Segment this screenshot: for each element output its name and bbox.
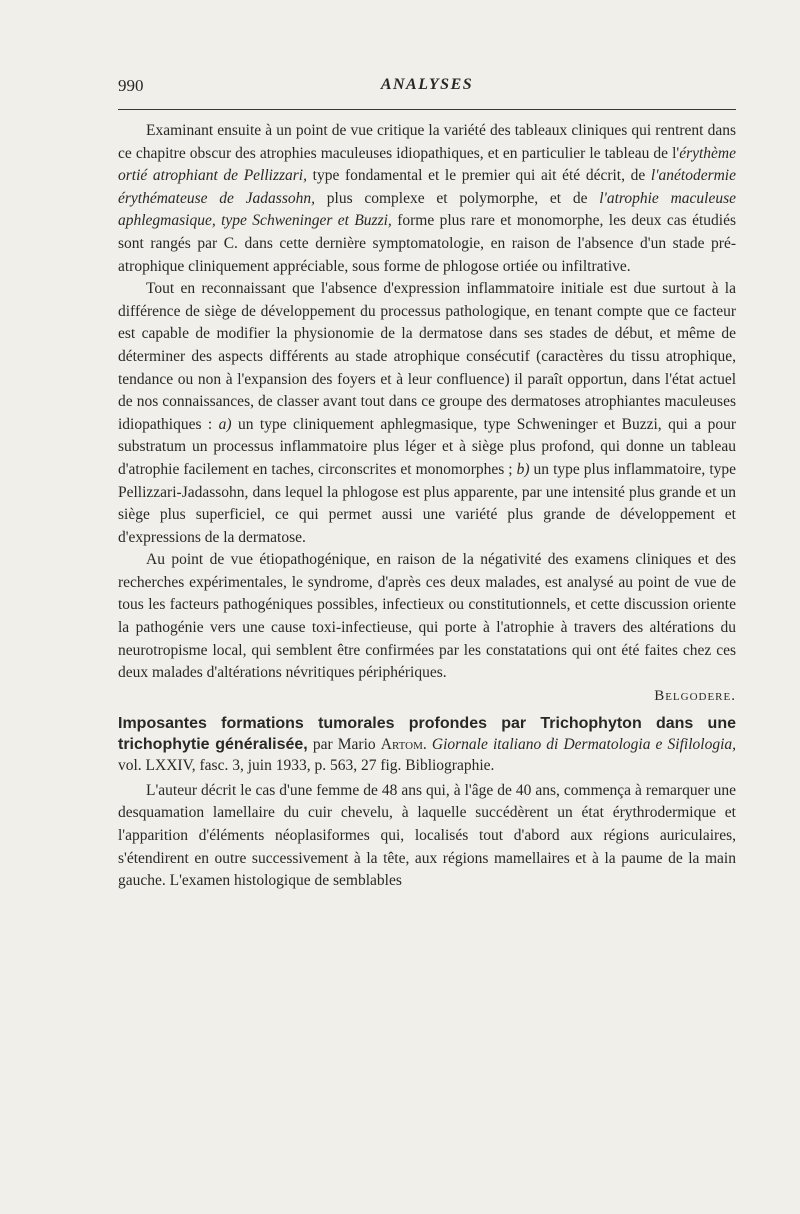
p1-italic-anetodermie: l'anétodermie érythémateuse de Jadassohn, xyxy=(118,167,736,207)
article-title: Imposantes formations tumorales profondes par Trichophyton dans une trichophytie généralisée, xyxy=(118,714,736,753)
running-head: ANALYSES xyxy=(380,76,474,93)
paragraph-2 xyxy=(118,278,736,549)
article-body: L'auteur décrit le cas d'une femme de 48 ans qui, à l'âge de 40 ans, commença à remarquer une desquamation lamellaire du cuir chevelu, à laquelle succédèrent un état érythrodermique et l'apparition d'éléments néoplasiformes qui, localisés tout d'abord aux régions auriculaires, s'étendirent en outre successivement à la tête, aux régions mamellaires et à la paume de la main gauche. L'examen histologique de semblables xyxy=(118,781,736,890)
header-rule xyxy=(118,109,736,110)
p2-text-c: un type cliniquement aphlegmasique, type Schweninger et Buzzi, qui a pour substratum un processus inflammatoire plus léger et à siège plus profond, qui donne un tableau d'atrophie facilement en taches, circonscrites et monomorphes ; xyxy=(118,415,736,478)
text-body xyxy=(118,120,736,893)
paragraph-3: Au point de vue étiopathogénique, en raison de la négativité des examens cliniques et des recherches expérimentales, le syndrome, d'après ces deux malades, est analysé au point de vue de tous les facteurs pathogéniques possibles, infectieux ou constitutionnels, et cette discussion oriente la pathogénie vers une cause toxi-infectieuse, qui porte à l'atrophie à travers des altérations du neurotropisme local, qui semblent être confirmées par les constatations qui ont été faites chez ces deux malades d'altérations névritiques périphériques. xyxy=(118,551,736,682)
article-dot: . xyxy=(422,735,432,753)
article-reference: vol. LXXIV, fasc. 3, juin 1933, p. 563, 27 fig. Bibliographie. xyxy=(118,756,495,774)
p1-italic-atrophie: l'atrophie maculeuse aphlegmasique, type Schweninger et Buzzi, xyxy=(118,189,736,230)
p2-item-a: a) xyxy=(218,415,232,433)
article-by: par Mario xyxy=(307,735,381,753)
p1-text-c: type fondamental et le premier qui ait été décrit, de xyxy=(307,167,651,185)
article-journal: Giornale italiano di Dermatologia e Sifilologia, xyxy=(431,735,737,753)
p2-item-b: b) xyxy=(516,460,530,478)
p1-italic-erytheme: érythème ortié atrophiant de Pellizzari, xyxy=(118,144,736,185)
p2-text-e: un type plus inflammatoire, type Pellizzari-Jadassohn, dans lequel la phlogose est plus apparente, par une intensité plus grande et un siège plus superficiel, ce qui permet aussi une variété plus grande de développement et d'expressions de la dermatose. xyxy=(118,460,737,546)
p1-text-g: forme plus rare et monomorphe, les deux cas étudiés sont rangés par C. dans cette dernière symptomatologie, en raison de l'absence d'un stade pré-atrophique cliniquement appréciable, sous forme de phlogose ortiée ou infiltrative. xyxy=(118,212,736,275)
signature: Belgodere. xyxy=(654,687,736,704)
article-author: Artom xyxy=(380,735,423,753)
p1-text-e: plus complexe et polymorphe, et de xyxy=(315,189,600,207)
paragraph-1 xyxy=(118,120,736,278)
article-heading xyxy=(118,713,736,776)
page-number: 990 xyxy=(118,76,144,95)
p2-text-a: Tout en reconnaissant que l'absence d'expression inflammatoire initiale est due surtout à la différence de siège de développement du processus pathologique, en tenant compte que ce facteur est capable de modifier la physionomie de la dermatose dans ses stades de début, et même de déterminer des aspects différents au stade atrophique consécutif (caractères du tissu atrophique, tendance ou non à l'expansion des foyers et à leur confluence) il paraît opportun, dans l'état actuel de nos connaissances, de classer avant tout dans ce groupe des dermatoses atrophiantes maculeuses idiopathiques : xyxy=(118,280,736,433)
p1-text-a: Examinant ensuite à un point de vue critique la variété des tableaux cliniques qui rentrent dans ce chapitre obscur des atrophies maculeuses idiopathiques, et en particulier le tableau de l' xyxy=(118,122,736,162)
page-header xyxy=(118,76,736,102)
